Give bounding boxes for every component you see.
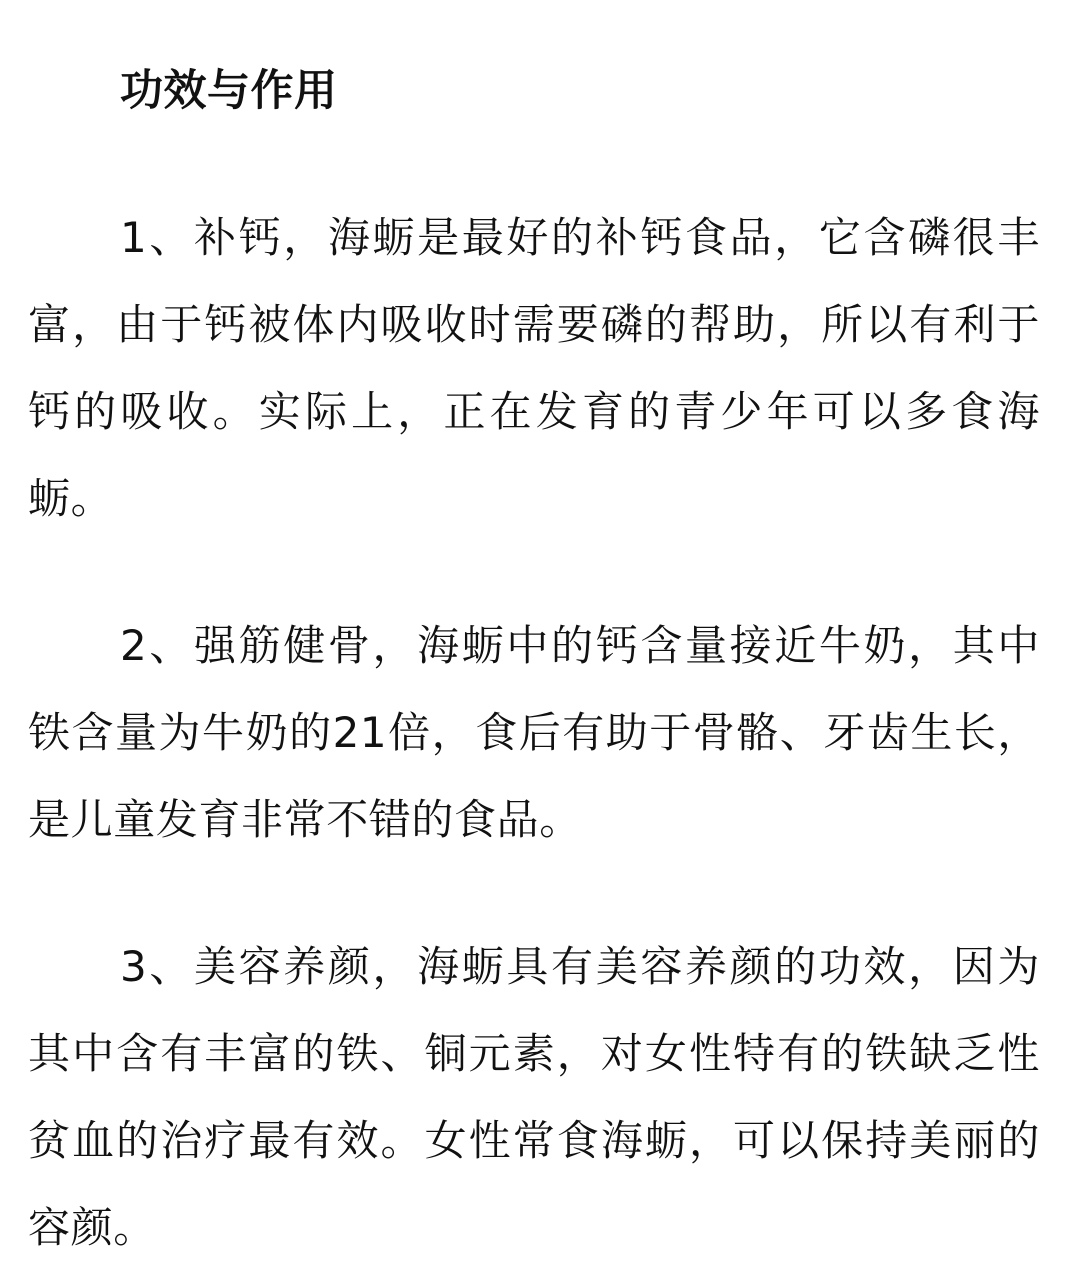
- paragraph-beauty: 3、美容养颜，海蛎具有美容养颜的功效，因为其中含有丰富的铁、铜元素，对女性特有的铁缺乏性贫血的治疗最有效。女性常食海蛎，可以保持美丽的容颜。: [28, 942, 1040, 1252]
- paragraph-bones: 2、强筋健骨，海蛎中的钙含量接近牛奶，其中铁含量为牛奶的21倍，食后有助于骨骼、牙齿生长，是儿童发育非常不错的食品。: [28, 621, 1040, 844]
- article-heading: 功效与作用: [120, 66, 338, 116]
- paragraph-calcium: 1、补钙，海蛎是最好的补钙食品，它含磷很丰富，由于钙被体内吸收时需要磷的帮助，所以有利于钙的吸收。实际上，正在发育的青少年可以多食海蛎。: [28, 213, 1040, 523]
